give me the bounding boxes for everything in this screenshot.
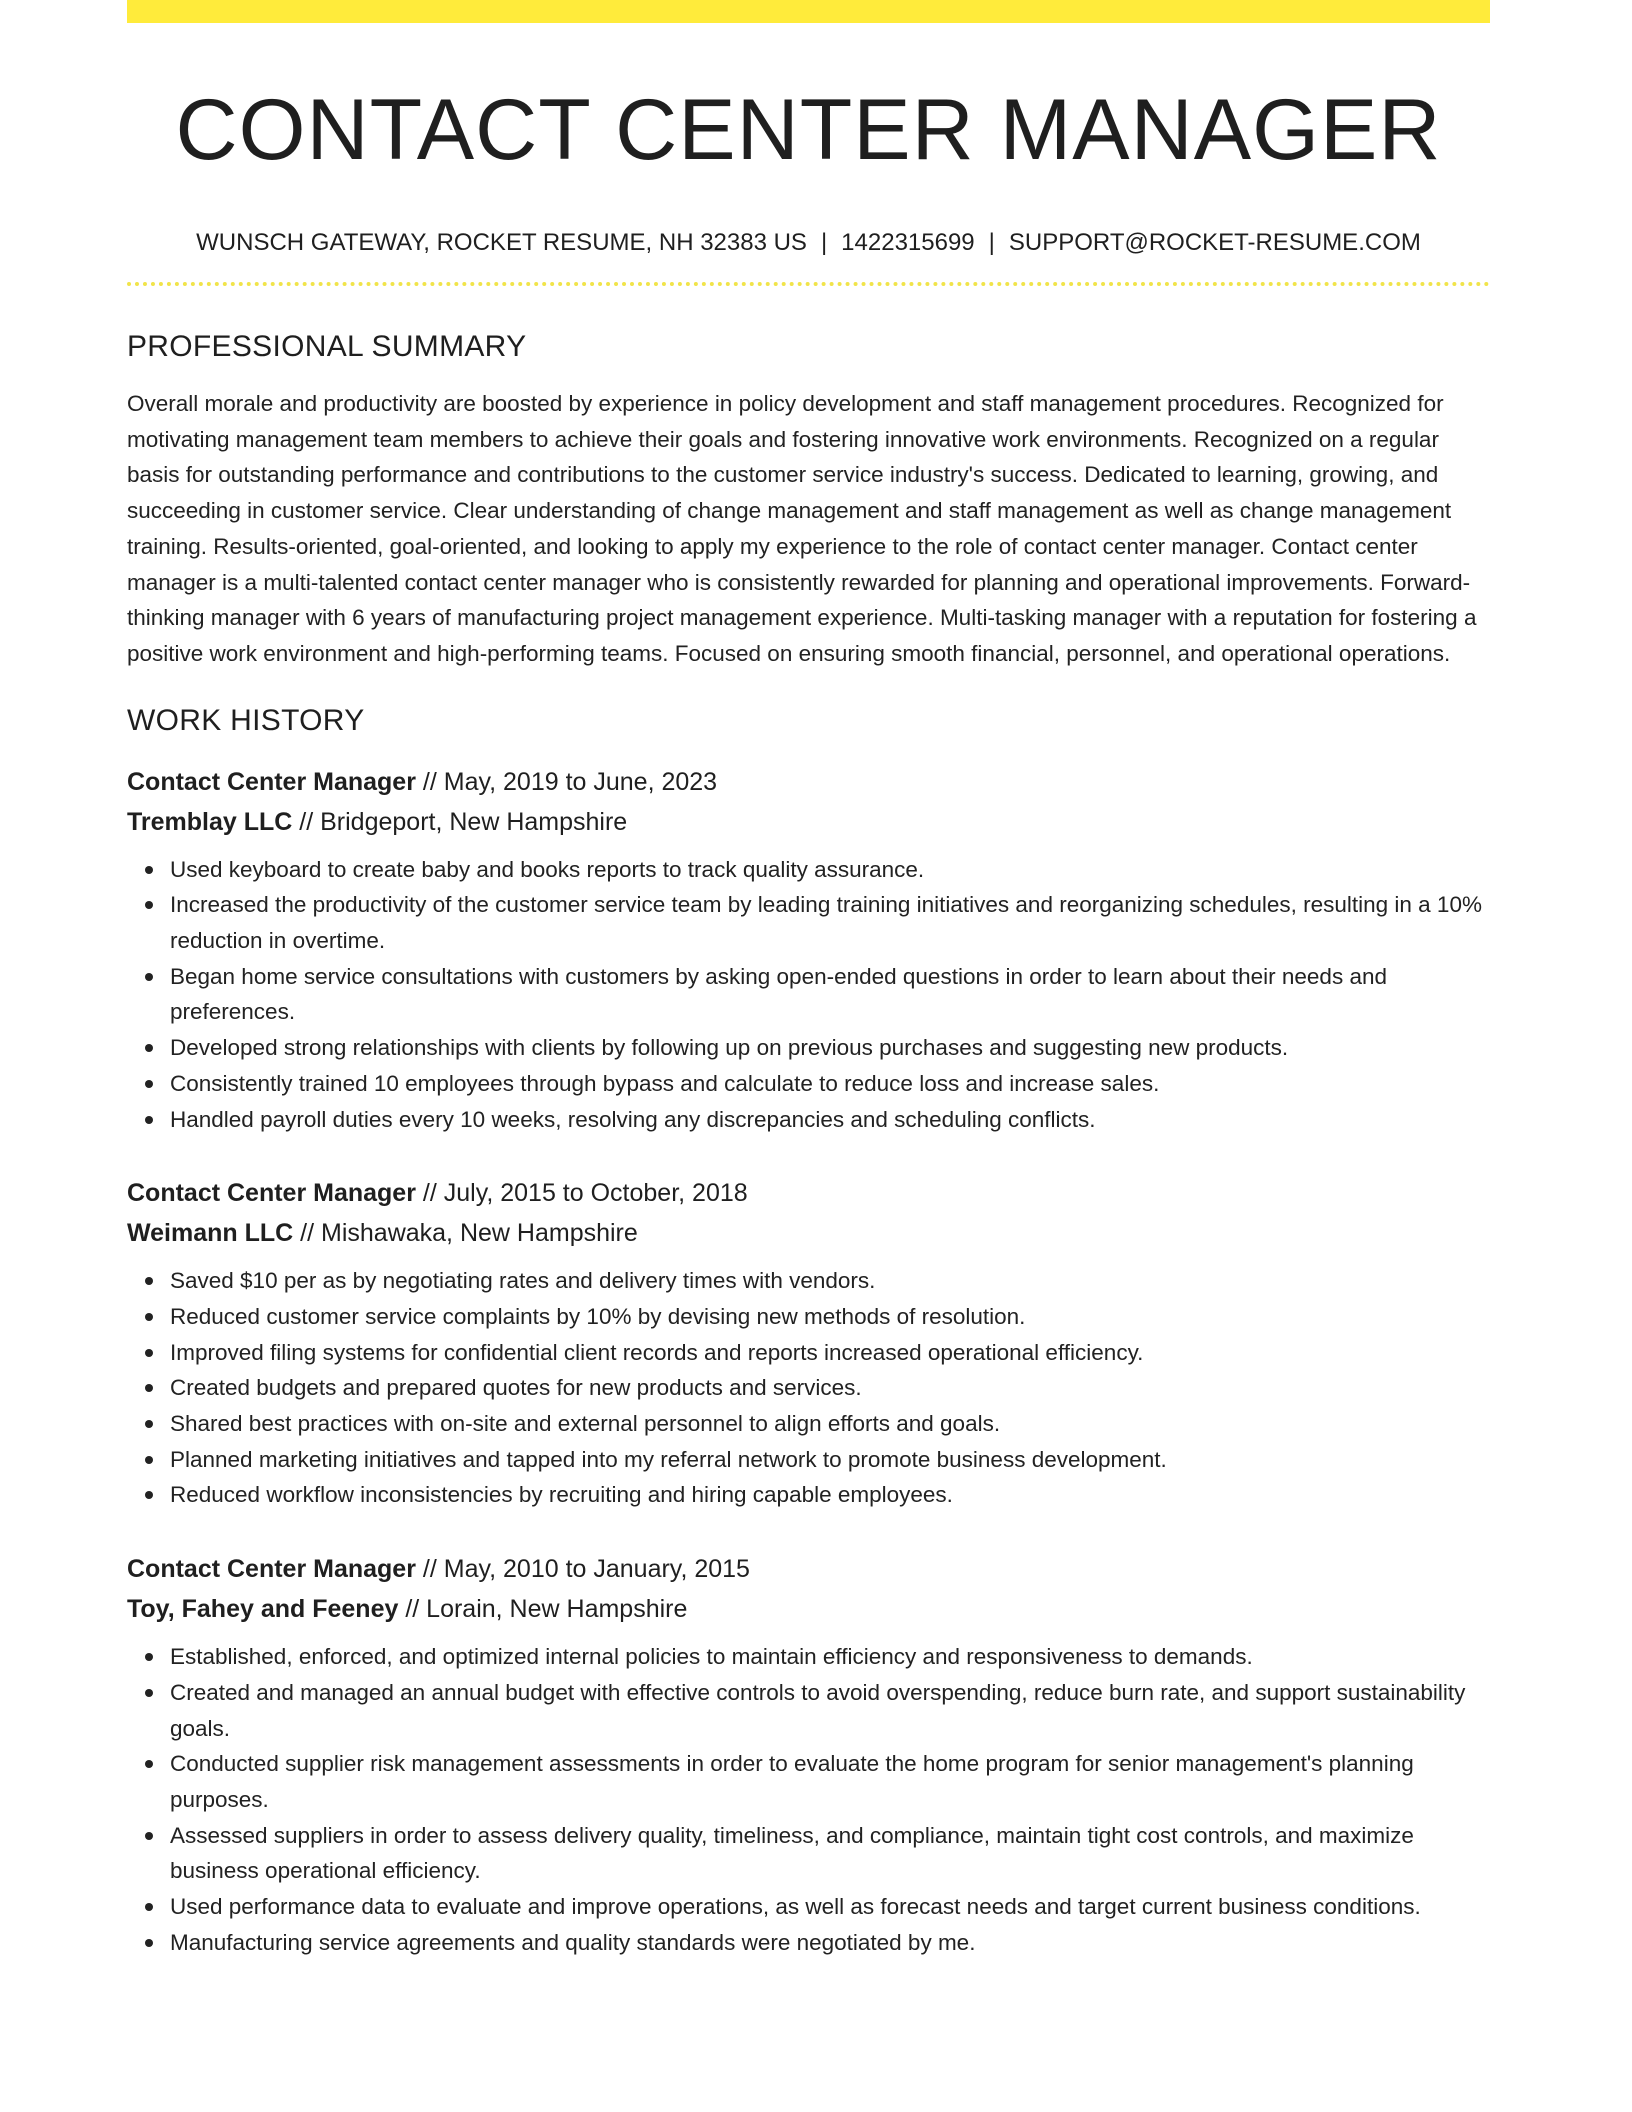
- job-bullet: Used keyboard to create baby and books reports to track quality assurance.: [170, 852, 1490, 888]
- job-entry: [127, 762, 1490, 1138]
- job-title-line: [127, 762, 1490, 802]
- job-company-line: [127, 802, 1490, 842]
- job-title: Contact Center Manager: [127, 1179, 416, 1208]
- job-company-line: [127, 1213, 1490, 1253]
- job-location: // Lorain, New Hampshire: [405, 1595, 688, 1624]
- job-bullet: Assessed suppliers in order to assess delivery quality, timeliness, and compliance, maintain tight cost controls, and maximize business operational efficiency.: [170, 1818, 1490, 1889]
- job-location: // Mishawaka, New Hampshire: [300, 1219, 638, 1248]
- job-dates: // July, 2015 to October, 2018: [422, 1179, 748, 1208]
- job-bullet: Created and managed an annual budget with effective controls to avoid overspending, reduce burn rate, and support sustainability goals.: [170, 1675, 1490, 1746]
- job-bullet: Manufacturing service agreements and quality standards were negotiated by me.: [170, 1925, 1490, 1961]
- job-bullet: Conducted supplier risk management assessments in order to evaluate the home program for senior management's planning purposes.: [170, 1746, 1490, 1817]
- contact-separator: |: [988, 229, 995, 256]
- job-bullet: Improved filing systems for confidential client records and reports increased operational efficiency.: [170, 1335, 1490, 1371]
- job-title: Contact Center Manager: [127, 767, 416, 796]
- job-bullets: [127, 1639, 1490, 1960]
- contact-separator: |: [820, 229, 828, 256]
- job-company: Toy, Fahey and Feeney: [127, 1595, 399, 1624]
- resume-title: CONTACT CENTER MANAGER: [175, 82, 1442, 178]
- job-bullet: Created budgets and prepared quotes for new products and services.: [170, 1370, 1490, 1406]
- job-title: Contact Center Manager: [127, 1555, 416, 1584]
- job-dates: // May, 2010 to January, 2015: [422, 1555, 750, 1584]
- job-entry: [127, 1549, 1490, 1960]
- job-bullet: Established, enforced, and optimized internal policies to maintain efficiency and responsiveness to demands.: [170, 1639, 1490, 1675]
- contact-address: WUNSCH GATEWAY, ROCKET RESUME, NH 32383 US: [196, 229, 807, 256]
- job-bullet: Began home service consultations with customers by asking open-ended questions in order to learn about their needs and preferences.: [170, 959, 1490, 1030]
- job-bullet: Planned marketing initiatives and tapped into my referral network to promote business development.: [170, 1442, 1490, 1478]
- job-title-line: [127, 1173, 1490, 1213]
- contact-line: [127, 228, 1490, 258]
- job-bullets: [127, 1263, 1490, 1513]
- job-bullet: Consistently trained 10 employees through bypass and calculate to reduce loss and increase sales.: [170, 1066, 1490, 1102]
- job-bullet: Saved $10 per as by negotiating rates and delivery times with vendors.: [170, 1263, 1490, 1299]
- summary-text: Overall morale and productivity are boosted by experience in policy development and staff management procedures. Recognized for motivating management team members to achieve their goals and fostering innovative work environments. Recognized on a regular basis for outstanding performance and contributions to the customer service industry's success. Dedicated to learning, growing, and succeeding in customer service. Clear understanding of change management and staff management as well as change management training. Results-oriented, goal-oriented, and looking to apply my experience to the role of contact center manager. Contact center manager is a multi-talented contact center manager who is consistently rewarded for planning and operational improvements. Forward-thinking manager with 6 years of manufacturing project management experience. Multi-tasking manager with a reputation for fostering a positive work environment and high-performing teams. Focused on ensuring smooth financial, personnel, and operational operations.: [127, 391, 1477, 666]
- job-bullet: Shared best practices with on-site and external personnel to align efforts and goals.: [170, 1406, 1490, 1442]
- header-divider: [127, 282, 1490, 286]
- job-bullet: Reduced workflow inconsistencies by recruiting and hiring capable employees.: [170, 1477, 1490, 1513]
- job-title-line: [127, 1549, 1490, 1589]
- job-dates: // May, 2019 to June, 2023: [422, 767, 718, 796]
- work-history-heading: WORK HISTORY: [127, 703, 365, 737]
- job-company: Weimann LLC: [127, 1219, 294, 1248]
- job-company: Tremblay LLC: [127, 807, 293, 836]
- job-bullet: Increased the productivity of the customer service team by leading training initiatives and reorganizing schedules, resulting in a 10% reduction in overtime.: [170, 887, 1490, 958]
- job-bullet: Used performance data to evaluate and improve operations, as well as forecast needs and target current business conditions.: [170, 1889, 1490, 1925]
- job-bullet: Reduced customer service complaints by 10% by devising new methods of resolution.: [170, 1299, 1490, 1335]
- contact-email: SUPPORT@ROCKET-RESUME.COM: [1008, 229, 1421, 256]
- summary-heading: PROFESSIONAL SUMMARY: [127, 330, 527, 363]
- job-bullet: Handled payroll duties every 10 weeks, resolving any discrepancies and scheduling conflicts.: [170, 1102, 1490, 1138]
- job-company-line: [127, 1589, 1490, 1629]
- job-bullets: [127, 852, 1490, 1138]
- job-bullet: Developed strong relationships with clients by following up on previous purchases and suggesting new products.: [170, 1030, 1490, 1066]
- job-location: // Bridgeport, New Hampshire: [299, 807, 628, 836]
- contact-phone: 1422315699: [841, 229, 975, 256]
- resume-content: [127, 0, 1490, 1961]
- job-entry: [127, 1173, 1490, 1513]
